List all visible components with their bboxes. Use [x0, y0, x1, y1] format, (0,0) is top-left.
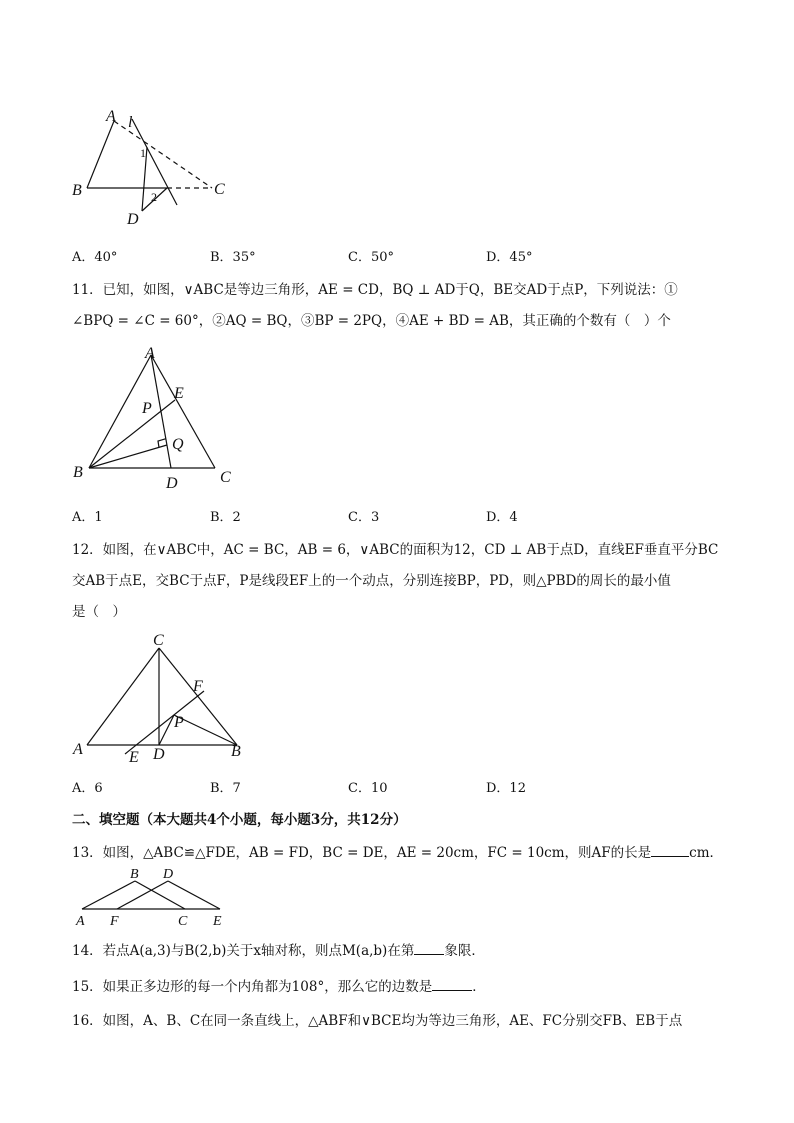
q14-answer-blank[interactable]: [414, 940, 444, 955]
q12-option-a[interactable]: A．6: [72, 781, 103, 796]
q11-segment-be: [89, 400, 175, 468]
q12-text-line1: 12．如图，在∨ABC中，AC = BC，AB = 6，∨ABC的面积为12，CD ⊥ AB于点D，直线EF垂直平分BC: [72, 542, 719, 558]
q11-segment-bq: [89, 445, 167, 468]
q10-option-c[interactable]: C．50°: [348, 250, 394, 265]
q11-label-q: Q: [172, 436, 184, 453]
q12-option-b[interactable]: B．7: [210, 781, 241, 796]
q15-text-after: ．: [472, 979, 486, 995]
q13-answer-blank[interactable]: [651, 842, 689, 857]
q11-label-e: E: [174, 385, 184, 402]
q12-segment-pd: [159, 715, 174, 745]
q12-label-a: A: [73, 741, 83, 758]
q10-label-l: l: [128, 114, 133, 131]
q11-option-d[interactable]: D．4: [486, 510, 518, 525]
q12-label-d: D: [153, 746, 165, 763]
q12-figure: [70, 630, 250, 765]
q12-text-line2: 交AB于点E，交BC于点F，P是线段EF上的一个动点，分别连接BP，PD，则△PBD的周长的最小值: [72, 573, 671, 589]
q10-label-a: A: [106, 108, 116, 125]
q13-text-before: 13．如图，△ABC≌△FDE，AB = FD，BC = DE，AE = 20cm，FC = 10cm，则AF的长是: [72, 845, 652, 861]
q13-label-e: E: [213, 914, 222, 929]
q16-text-line1: 16．如图，A、B、C在同一条直线上，△ABF和∨BCE均为等边三角形，AE、FC分别交FB、EB于点: [72, 1013, 683, 1029]
q12-label-e: E: [129, 749, 139, 766]
q13-label-d: D: [163, 867, 174, 882]
q12-segment-ac: [87, 648, 159, 745]
q15-text: [72, 976, 486, 996]
q11-text-line1: 11．已知，如图，∨ABC是等边三角形，AE = CD，BQ ⊥ AD于Q，BE交AD于点P，下列说法：①: [72, 282, 678, 298]
q10-segment-ab: [87, 121, 114, 188]
q13-label-f: F: [110, 914, 119, 929]
q11-label-a: A: [145, 345, 155, 362]
q13-label-a: A: [76, 914, 85, 929]
q10-label-b: B: [72, 182, 82, 199]
q10-label-angle2: 2: [151, 190, 157, 204]
q12-option-c[interactable]: C．10: [348, 781, 388, 796]
q11-label-b: B: [73, 464, 83, 481]
q14-text-after: 象限．: [444, 943, 485, 959]
q11-text-line2: ∠BPQ = ∠C = 60°，②AQ = BQ，③BP = 2PQ，④AE + BD = AB，其正确的个数有（ ）个: [72, 313, 671, 329]
q13-segment-de: [168, 881, 220, 909]
q11-label-c: C: [220, 469, 231, 486]
q10-label-angle1: 1: [140, 146, 146, 160]
q12-label-f: F: [193, 678, 203, 695]
q11-option-b[interactable]: B．2: [210, 510, 241, 525]
q13-text: [72, 842, 723, 862]
section2-title: 二、填空题（本大题共4个小题，每小题3分，共12分）: [72, 812, 407, 828]
q10-label-c: C: [214, 181, 225, 198]
q15-text-before: 15．如果正多边形的每一个内角都为108°，那么它的边数是: [72, 979, 433, 995]
q13-figure: [70, 864, 235, 930]
q10-option-a[interactable]: A．40°: [72, 250, 118, 265]
q12-label-b: B: [231, 743, 241, 760]
q12-label-p: P: [174, 714, 184, 731]
q15-answer-blank[interactable]: [432, 976, 472, 991]
q12-label-c: C: [153, 632, 164, 649]
q13-text-after: cm．: [689, 845, 724, 861]
q13-label-b: B: [130, 867, 139, 882]
q12-text-line3: 是（ ）: [72, 604, 126, 620]
q12-option-d[interactable]: D．12: [486, 781, 526, 796]
q11-option-c[interactable]: C．3: [348, 510, 380, 525]
q11-label-p: P: [142, 400, 152, 417]
q11-figure: [70, 343, 245, 493]
q13-label-c: C: [178, 914, 188, 929]
q10-option-d[interactable]: D．45°: [486, 250, 533, 265]
q10-option-b[interactable]: B．35°: [210, 250, 256, 265]
q14-text: [72, 940, 485, 960]
q10-figure: [70, 105, 240, 230]
q10-label-d: D: [127, 211, 139, 228]
q14-text-before: 14．若点A(a,3)与B(2,b)关于x轴对称，则点M(a,b)在第: [72, 943, 415, 959]
q13-segment-ab: [82, 881, 135, 909]
q11-label-d: D: [166, 475, 178, 492]
q11-option-a[interactable]: A．1: [72, 510, 103, 525]
